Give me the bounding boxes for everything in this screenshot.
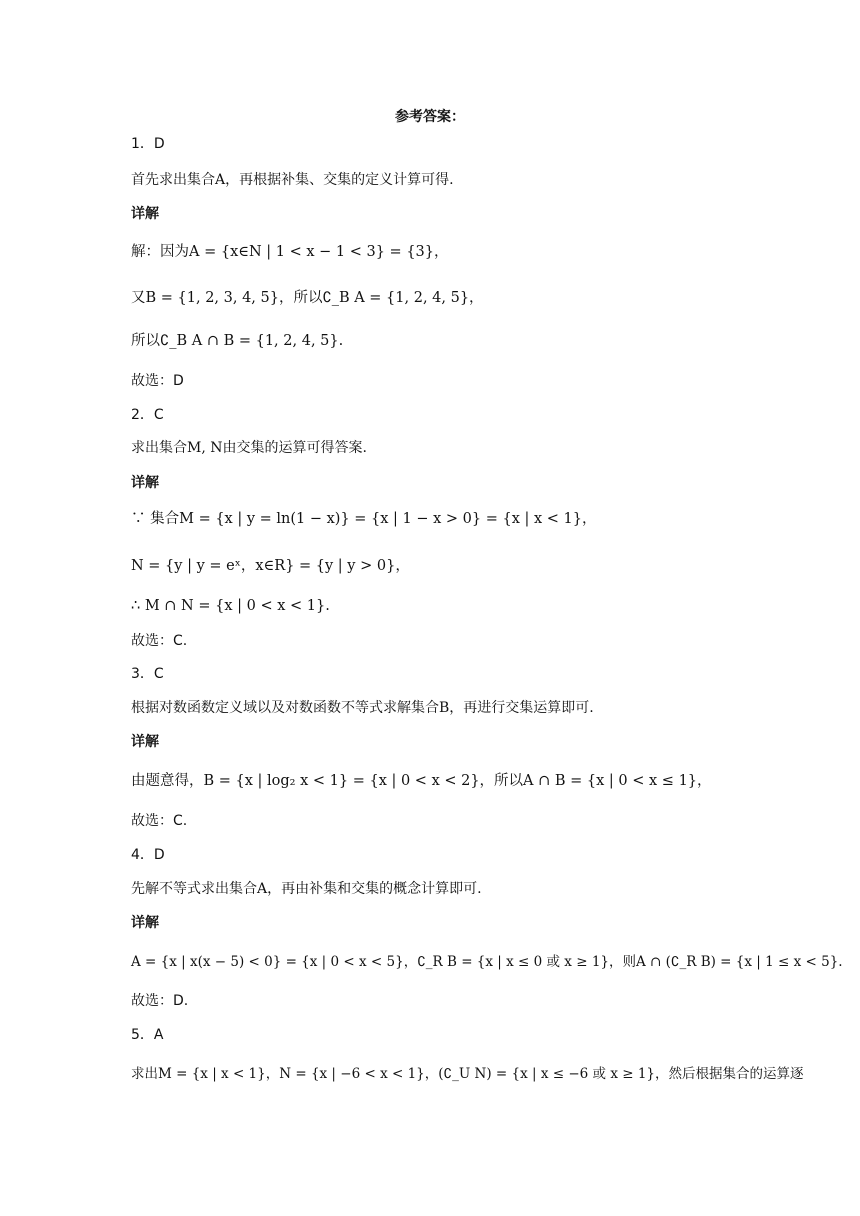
detail-line: 又B = {1, 2, 3, 4, 5}，所以∁_B A = {1, 2, 4, 5}， xyxy=(131,290,484,306)
detail-line: ∴ M ∩ N = {x | 0 < x < 1}. xyxy=(131,598,330,614)
solution-summary: 求出M = {x | x < 1}，N = {x | −6 < x < 1}，(∁_U N) = {x | x ≤ −6 或 x ≥ 1}，然后根据集合的运算逐 xyxy=(131,1066,804,1082)
detail-line: 由题意得，B = {x | log₂ x < 1} = {x | 0 < x < 2}，所以A ∩ B = {x | 0 < x ≤ 1}， xyxy=(131,773,712,789)
page-title: 参考答案： xyxy=(395,109,465,125)
detail-line: A = {x | x(x − 5) < 0} = {x | 0 < x < 5}，∁_R B = {x | x ≤ 0 或 x ≥ 1}，则A ∩ (∁_R B) = {x | 1 ≤ x < 5}. xyxy=(131,954,843,970)
answer-line: 故选：D. xyxy=(131,993,189,1009)
question-number: 5．A xyxy=(131,1027,164,1043)
answer-line: 故选：C. xyxy=(131,813,188,829)
detail-heading: 详解 xyxy=(131,475,159,491)
detail-heading: 详解 xyxy=(131,915,159,931)
detail-line: N = {y | y = eˣ，x∈R} = {y | y > 0}， xyxy=(131,558,410,574)
answer-line: 故选：C. xyxy=(131,633,188,649)
question-number: 2．C xyxy=(131,407,164,423)
solution-summary: 先解不等式求出集合A，再由补集和交集的概念计算即可. xyxy=(131,881,482,897)
detail-line: ∵ 集合M = {x | y = ln(1 − x)} = {x | 1 − x > 0} = {x | x < 1}， xyxy=(131,511,597,527)
detail-heading: 详解 xyxy=(131,206,159,222)
detail-line: 所以∁_B A ∩ B = {1, 2, 4, 5}. xyxy=(131,333,344,349)
detail-heading: 详解 xyxy=(131,734,159,750)
detail-line: 解：因为A = {x∈N | 1 < x − 1 < 3} = {3}， xyxy=(131,244,449,260)
question-number: 3．C xyxy=(131,666,164,682)
question-number: 4．D xyxy=(131,847,165,863)
answer-line: 故选：D xyxy=(131,373,184,389)
solution-summary: 根据对数函数定义域以及对数函数不等式求解集合B，再进行交集运算即可. xyxy=(131,700,594,716)
solution-summary: 求出集合M, N由交集的运算可得答案. xyxy=(131,440,367,456)
solution-summary: 首先求出集合A，再根据补集、交集的定义计算可得. xyxy=(131,172,454,188)
question-number: 1．D xyxy=(131,136,165,152)
